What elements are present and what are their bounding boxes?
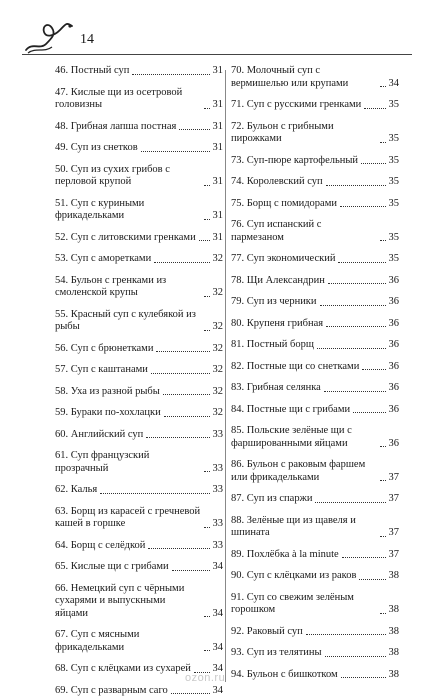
toc-entry-title: 80. Крупеня грибная — [231, 317, 324, 329]
toc-entry-title: 82. Постные щи со снетками — [231, 360, 360, 372]
watermark: ozon.ru — [185, 672, 226, 684]
toc-entry-title: 67. Суп с мясными фрикадельками — [55, 629, 140, 653]
toc-entry-title: 57. Суп с каштанами — [55, 364, 148, 375]
toc-entry-title: 72. Бульон с грибными пирожками — [231, 120, 334, 144]
dot-leader — [151, 373, 210, 374]
toc-entry-title: 86. Бульон с раковым фаршем или фрикадельками — [231, 459, 366, 483]
toc-entry-title: 77. Суп экономический — [231, 253, 336, 264]
dot-leader — [199, 240, 210, 241]
toc-entry-title: 87. Суп из спаржи — [231, 493, 313, 504]
toc-entry-page: 33 — [212, 518, 223, 529]
dot-leader — [380, 613, 386, 614]
dot-leader — [148, 548, 209, 549]
toc-entry — [231, 198, 399, 211]
toc-entry-page: 36 — [388, 296, 399, 307]
toc-entry-page: 33 — [212, 428, 223, 440]
toc-entry — [231, 361, 399, 374]
toc-entry-page: 36 — [388, 437, 399, 449]
toc-entry-title: 61. Суп французский прозрачный — [55, 450, 150, 474]
dot-leader — [380, 142, 386, 143]
toc-entry-page: 37 — [388, 548, 399, 560]
header-rule — [22, 54, 412, 55]
toc-entry — [231, 570, 399, 583]
toc-entry-page: 35 — [388, 176, 399, 187]
toc-entry-page: 31 — [212, 176, 223, 187]
dot-leader — [328, 283, 386, 284]
toc-entry-title: 73. Суп-пюре картофельный — [231, 154, 359, 166]
toc-entry — [55, 386, 223, 399]
toc-entry — [55, 484, 223, 497]
dot-leader — [204, 650, 210, 651]
toc-entry-page: 35 — [388, 231, 399, 243]
toc-entry-title: 52. Суп с литовскими гренками — [55, 231, 196, 243]
dot-leader — [380, 86, 386, 87]
toc-entry-page: 32 — [212, 342, 223, 354]
toc-entry — [55, 65, 223, 78]
toc-entry-page: 36 — [388, 274, 399, 286]
toc-entry-page: 34 — [212, 684, 223, 696]
toc-entry-page: 38 — [388, 604, 399, 615]
toc-entry-title: 71. Суп с русскими гренками — [231, 99, 362, 110]
toc-entry — [55, 364, 223, 377]
toc-entry — [231, 669, 399, 682]
toc-entry-page: 34 — [212, 641, 223, 653]
toc-entry — [55, 506, 223, 531]
dot-leader — [317, 348, 386, 349]
toc-entry — [55, 121, 223, 134]
dot-leader — [325, 656, 386, 657]
toc-entry-page: 32 — [212, 385, 223, 397]
toc-entry-title: 81. Постный борщ — [231, 339, 314, 350]
dot-leader — [380, 536, 386, 537]
toc-entry-page: 32 — [212, 253, 223, 264]
toc-entry-title: 53. Суп с аморетками — [55, 253, 152, 264]
toc-entry — [55, 142, 223, 155]
toc-entry-title: 70. Молочный суп с вермишелью или крупами — [231, 65, 349, 89]
dot-leader — [204, 471, 210, 472]
dot-leader — [141, 151, 210, 152]
toc-entry — [55, 540, 223, 553]
toc-entry-page: 35 — [388, 253, 399, 264]
toc-entry — [55, 561, 223, 574]
toc-entry — [231, 155, 399, 168]
toc-entry — [55, 198, 223, 223]
dot-leader — [179, 129, 209, 130]
toc-entry-page: 32 — [212, 287, 223, 298]
toc-entry-title: 50. Суп из сухих грибов с перловой крупой — [55, 163, 170, 187]
dot-leader — [338, 262, 385, 263]
toc-entry — [55, 450, 223, 475]
toc-left-column — [55, 65, 226, 697]
dot-leader — [380, 240, 386, 241]
toc-entry-title: 51. Суп с куриными фрикадельками — [55, 197, 145, 221]
toc-entry-page: 33 — [212, 539, 223, 551]
toc-entry — [231, 382, 399, 395]
toc-entry-page: 33 — [212, 484, 223, 495]
toc-entry-page: 36 — [388, 403, 399, 415]
dot-leader — [171, 693, 210, 694]
toc-entry — [231, 318, 399, 331]
page-header — [22, 20, 412, 56]
toc-right-column — [231, 65, 399, 681]
toc-entry-page: 31 — [212, 142, 223, 153]
dot-leader — [204, 108, 210, 109]
toc-entry-page: 31 — [212, 99, 223, 110]
toc-entry — [231, 65, 399, 90]
dot-leader — [306, 634, 386, 635]
toc-entry-page: 34 — [388, 77, 399, 89]
dot-leader — [204, 330, 210, 331]
dot-leader — [315, 502, 385, 503]
toc-entry-title: 76. Суп испанский с пармезаном — [231, 219, 322, 243]
toc-entry-title: 47. Кислые щи из осетровой головизны — [55, 86, 183, 110]
toc-entry-page: 37 — [388, 527, 399, 538]
toc-entry-page: 33 — [212, 462, 223, 474]
dot-leader — [204, 527, 210, 528]
toc-entry — [231, 425, 399, 450]
toc-entry-page: 34 — [212, 561, 223, 572]
toc-entry-page: 31 — [212, 231, 223, 243]
dot-leader — [204, 219, 210, 220]
toc-entry-page: 34 — [212, 663, 223, 674]
toc-entry — [231, 515, 399, 540]
toc-entry-page: 32 — [212, 364, 223, 375]
toc-entry-page: 31 — [212, 65, 223, 76]
toc-entry-title: 62. Калья — [55, 484, 98, 495]
toc-entry-page: 34 — [212, 607, 223, 619]
toc-entry — [231, 404, 399, 417]
dot-leader — [326, 185, 386, 186]
dot-leader — [364, 108, 385, 109]
toc-entry-title: 92. Раковый суп — [231, 625, 303, 637]
dot-leader — [380, 480, 386, 481]
dot-leader — [380, 446, 386, 447]
dot-leader — [353, 412, 385, 413]
dot-leader — [320, 305, 386, 306]
toc-entry — [55, 253, 223, 266]
toc-entry — [231, 549, 399, 562]
column-divider — [225, 70, 226, 682]
toc-entry — [55, 343, 223, 356]
toc-entry — [55, 87, 223, 112]
dot-leader — [340, 206, 386, 207]
dot-leader — [359, 579, 385, 580]
dot-leader — [362, 369, 385, 370]
toc-entry-page: 35 — [388, 99, 399, 110]
toc-entry — [55, 629, 223, 654]
dot-leader — [204, 616, 210, 617]
toc-entry — [231, 592, 399, 617]
toc-entry-page: 38 — [388, 570, 399, 581]
toc-entry-title: 60. Английский суп — [55, 428, 144, 440]
toc-entry — [55, 275, 223, 300]
toc-entry-page: 35 — [388, 133, 399, 144]
toc-entry-title: 56. Суп с брюнетками — [55, 342, 154, 354]
toc-entry-title: 66. Немецкий суп с чёрными сухарями и выпускными яйцами — [55, 582, 185, 619]
toc-entry — [231, 99, 399, 112]
toc-entry-title: 69. Суп с разварным саго — [55, 684, 168, 696]
toc-entry-page: 37 — [388, 493, 399, 504]
toc-entry-page: 38 — [388, 625, 399, 637]
toc-entry — [55, 583, 223, 621]
toc-entry-title: 75. Борщ с помидорами — [231, 197, 337, 209]
toc-entry-title: 79. Суп из черники — [231, 296, 317, 307]
toc-entry-title: 94. Бульон с бишкотком — [231, 668, 338, 680]
toc-entry-page: 36 — [388, 382, 399, 393]
dot-leader — [164, 416, 210, 417]
toc-entry — [55, 685, 223, 698]
toc-entry — [231, 275, 399, 288]
toc-entry-title: 46. Постный суп — [55, 65, 130, 76]
toc-entry — [231, 121, 399, 146]
toc-entry — [231, 339, 399, 352]
toc-entry-title: 78. Щи Александрин — [231, 274, 325, 286]
dot-leader — [326, 326, 385, 327]
toc-entry-page: 32 — [212, 407, 223, 418]
dot-leader — [204, 296, 210, 297]
toc-entry-title: 91. Суп со свежим зелёным горошком — [231, 591, 354, 615]
dot-leader — [204, 185, 210, 186]
toc-entry-page: 38 — [388, 647, 399, 658]
toc-entry — [55, 232, 223, 245]
toc-entry — [231, 493, 399, 506]
toc-entry-page: 36 — [388, 317, 399, 329]
toc-entry-page: 36 — [388, 360, 399, 372]
dot-leader — [154, 262, 209, 263]
toc-entry-title: 90. Суп с клёцками из раков — [231, 570, 357, 581]
toc-entry-title: 63. Борщ из карасей с гречневой кашей в горшке — [55, 505, 201, 529]
toc-entry-page: 38 — [388, 668, 399, 680]
toc-entry — [231, 647, 399, 660]
dot-leader — [172, 570, 210, 571]
toc-entry-title: 64. Борщ с селёдкой — [55, 539, 146, 551]
toc-entry-page: 31 — [212, 210, 223, 221]
toc-entry — [55, 429, 223, 442]
dot-leader — [324, 391, 386, 392]
dot-leader — [156, 351, 209, 352]
toc-entry-page: 37 — [388, 471, 399, 483]
toc-entry-title: 55. Красный суп с кулебякой из рыбы — [55, 308, 196, 332]
toc-entry-title: 83. Грибная селянка — [231, 382, 321, 393]
toc-entry-title: 84. Постные щи с грибами — [231, 403, 351, 415]
toc-entry-page: 35 — [388, 154, 399, 166]
toc-entry-title: 65. Кислые щи с грибами — [55, 561, 169, 572]
dot-leader — [341, 677, 386, 678]
toc-entry-title: 49. Суп из снетков — [55, 142, 138, 153]
serpent-ornament-icon — [22, 20, 82, 56]
toc-entry — [55, 164, 223, 189]
toc-entry-title: 54. Бульон с гренками из смоленской крупы — [55, 274, 167, 298]
toc-entry-title: 58. Уха из разной рыбы — [55, 385, 160, 397]
dot-leader — [361, 163, 385, 164]
dot-leader — [342, 557, 386, 558]
toc-entry-title: 68. Суп с клёцками из сухарей — [55, 663, 191, 674]
toc-entry-title: 59. Бураки по-хохлацки — [55, 407, 161, 418]
dot-leader — [163, 394, 210, 395]
toc-entry — [55, 407, 223, 420]
toc-entry — [231, 459, 399, 484]
dot-leader — [100, 493, 209, 494]
toc-entry-title: 74. Королевский суп — [231, 176, 323, 187]
dot-leader — [132, 74, 209, 75]
toc-entry — [231, 176, 399, 189]
page-number: 14 — [80, 32, 94, 47]
toc-entry — [231, 296, 399, 309]
toc-entry-title: 48. Грибная лапша постная — [55, 120, 177, 132]
toc-entry-title: 85. Польские зелёные щи с фаршированными яйцами — [231, 425, 352, 449]
toc-entry — [55, 309, 223, 334]
toc-entry-title: 93. Суп из телятины — [231, 647, 322, 658]
toc-entry — [231, 253, 399, 266]
toc-entry-page: 35 — [388, 197, 399, 209]
toc-entry — [231, 219, 399, 244]
toc-entry-page: 36 — [388, 339, 399, 350]
toc-entry-title: 88. Зелёные щи из щавеля и шпината — [231, 514, 356, 538]
toc-entry-page: 32 — [212, 321, 223, 332]
dot-leader — [146, 437, 209, 438]
toc-entry-page: 31 — [212, 120, 223, 132]
toc-entry — [231, 626, 399, 639]
toc-entry-title: 89. Похлёбка à la minute — [231, 548, 339, 560]
